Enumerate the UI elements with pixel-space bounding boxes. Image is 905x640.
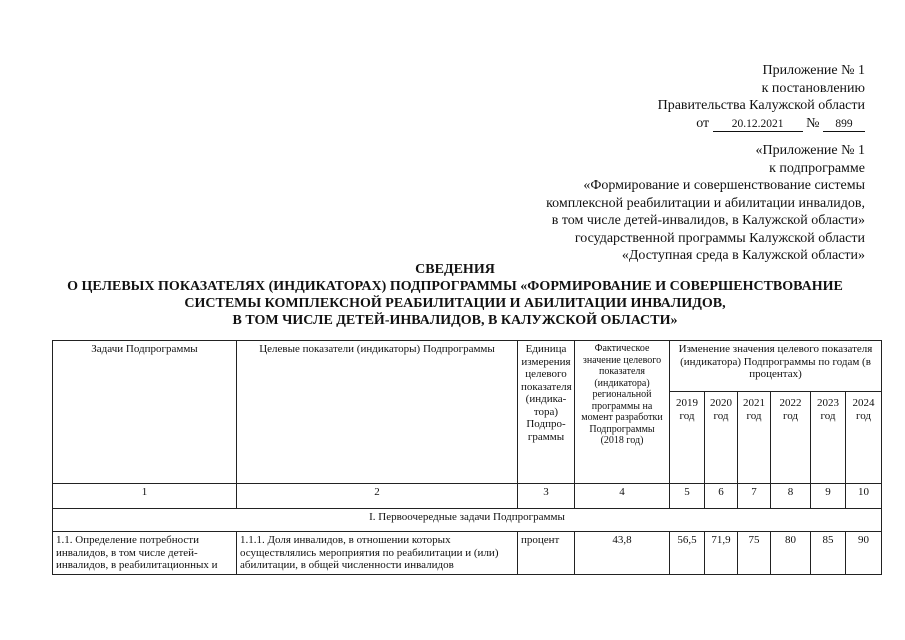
subappendix-line: государственной программы Калужской области bbox=[574, 230, 865, 246]
indicator-cell: 1.1.1. Доля инвалидов, в отношении которых осуществлялись мероприятия по реабилитации и (или) абилитации, в общей численности инвалидов bbox=[237, 532, 518, 575]
year-value-cell: 75 bbox=[738, 532, 771, 575]
column-number: 4 bbox=[575, 484, 670, 509]
header-year: 2020 год bbox=[705, 392, 738, 484]
appendix-block bbox=[658, 62, 865, 132]
header-change-by-year: Изменение значения целевого показателя (индикатора) Подпрограммы по годам (в процентах) bbox=[670, 341, 882, 392]
subappendix-line: в том числе детей-инвалидов, в Калужской области» bbox=[551, 213, 865, 228]
subappendix-line: «Формирование и совершенствование системы bbox=[583, 178, 865, 193]
resolution-number: 899 bbox=[823, 117, 865, 132]
header-indicators: Целевые показатели (индикаторы) Подпрограммы bbox=[237, 341, 518, 484]
appendix-number: Приложение № 1 bbox=[762, 63, 865, 78]
appendix-government: Правительства Калужской области bbox=[657, 98, 865, 113]
header-tasks: Задачи Подпрограммы bbox=[53, 341, 237, 484]
column-number: 6 bbox=[705, 484, 738, 509]
appendix-resolution: к постановлению bbox=[761, 80, 865, 96]
document-title bbox=[40, 261, 870, 329]
subappendix-line: «Доступная среда в Калужской области» bbox=[621, 248, 865, 263]
section-title: I. Первоочередные задачи Подпрограммы bbox=[53, 509, 882, 532]
subappendix-line: «Приложение № 1 bbox=[755, 143, 865, 158]
year-value-cell: 85 bbox=[811, 532, 846, 575]
year-value-cell: 80 bbox=[771, 532, 811, 575]
section-row bbox=[53, 509, 882, 532]
header-unit: Единица измерения целевого показателя (индика-тора) Подпро-граммы bbox=[518, 341, 575, 484]
appendix-date-line bbox=[658, 115, 865, 133]
title-line: В ТОМ ЧИСЛЕ ДЕТЕЙ-ИНВАЛИДОВ, В КАЛУЖСКОЙ ОБЛАСТИ» bbox=[232, 313, 678, 328]
year-value-cell: 71,9 bbox=[705, 532, 738, 575]
header-year: 2024 год bbox=[846, 392, 882, 484]
title-line: О ЦЕЛЕВЫХ ПОКАЗАТЕЛЯХ (ИНДИКАТОРАХ) ПОДПРОГРАММЫ «ФОРМИРОВАНИЕ И СОВЕРШЕНСТВОВАНИЕ bbox=[67, 279, 843, 294]
title-line: СИСТЕМЫ КОМПЛЕКСНОЙ РЕАБИЛИТАЦИИ И АБИЛИТАЦИИ ИНВАЛИДОВ, bbox=[184, 296, 726, 311]
column-number: 2 bbox=[237, 484, 518, 509]
title-line: СВЕДЕНИЯ bbox=[415, 262, 495, 277]
column-number: 10 bbox=[846, 484, 882, 509]
header-year: 2019 год bbox=[670, 392, 705, 484]
column-numbers-row bbox=[53, 484, 882, 509]
year-value-cell: 90 bbox=[846, 532, 882, 575]
column-number: 1 bbox=[53, 484, 237, 509]
indicators-table bbox=[52, 340, 882, 575]
year-value-cell: 56,5 bbox=[670, 532, 705, 575]
table-row bbox=[53, 532, 882, 575]
subprogram-appendix-block bbox=[546, 142, 865, 265]
date-prefix: от bbox=[696, 115, 710, 131]
column-number: 3 bbox=[518, 484, 575, 509]
column-number: 5 bbox=[670, 484, 705, 509]
header-row bbox=[53, 341, 882, 392]
header-actual-value: Фактическое значение целевого показателя (индикатора) региональной программы на момент разработки Подпрограммы (2018 год) bbox=[575, 341, 670, 484]
subappendix-line: комплексной реабилитации и абилитации инвалидов, bbox=[546, 195, 865, 211]
resolution-date: 20.12.2021 bbox=[713, 117, 803, 132]
number-prefix: № bbox=[806, 115, 820, 131]
unit-cell: процент bbox=[518, 532, 575, 575]
subappendix-line: к подпрограмме bbox=[769, 160, 865, 176]
column-number: 8 bbox=[771, 484, 811, 509]
header-year: 2021 год bbox=[738, 392, 771, 484]
task-cell: 1.1. Определение потребности инвалидов, в том числе детей-инвалидов, в реабилитационных и bbox=[53, 532, 237, 575]
actual-value-cell: 43,8 bbox=[575, 532, 670, 575]
column-number: 9 bbox=[811, 484, 846, 509]
header-year: 2022 год bbox=[771, 392, 811, 484]
header-year: 2023 год bbox=[811, 392, 846, 484]
column-number: 7 bbox=[738, 484, 771, 509]
